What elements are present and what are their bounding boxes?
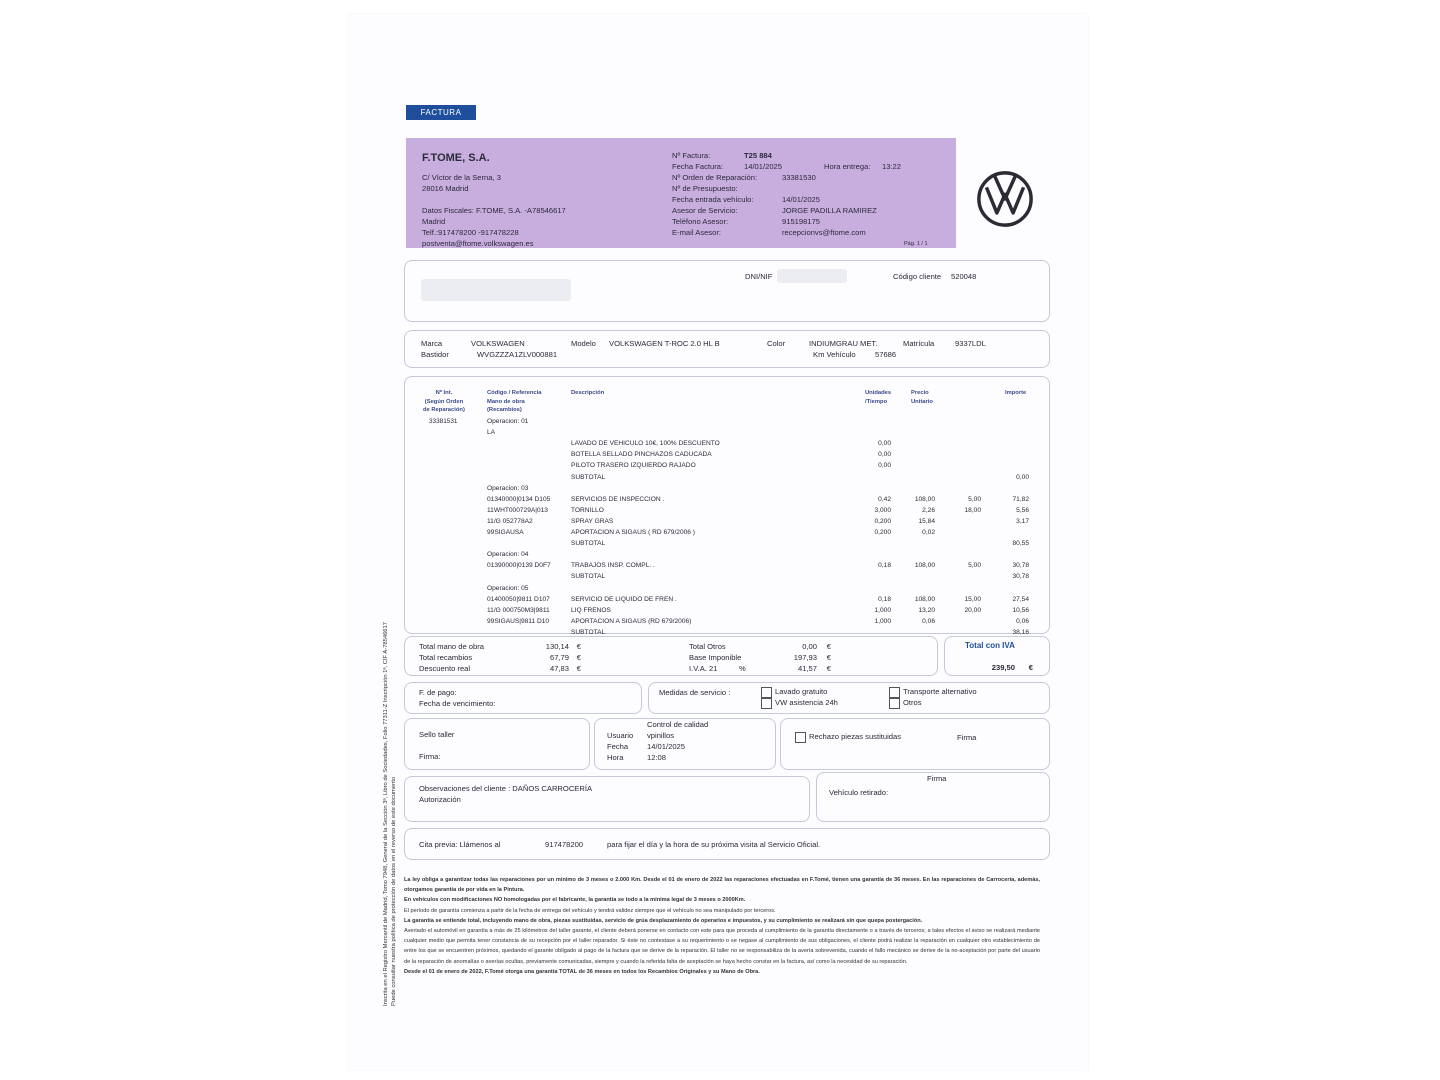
cell-amount: 0,06 <box>1016 617 1029 625</box>
cell-amount: 0,00 <box>1016 473 1029 481</box>
table-row <box>405 439 1049 450</box>
meta-row: Nº Orden de Reparación: 33381530 <box>672 173 816 182</box>
table-row <box>405 550 1049 561</box>
table-row <box>405 417 1049 428</box>
cell-amount: 3,17 <box>1016 517 1029 525</box>
cell-code: 11/G 052778A2 <box>487 517 533 525</box>
company-address1: C/ Víctor de la Serna, 3 <box>422 173 501 182</box>
table-row <box>405 473 1049 484</box>
total-recambios: Total recambios 67,79 € <box>419 653 581 662</box>
rechazo-option[interactable]: Rechazo piezas sustituidas <box>795 731 901 743</box>
legal-paragraph: Averiado el automóvil en garantía a más de 25 kilómetros del taller garante, el cliente deberá ponerse en contacto con este para que proceda al cumplimiento de la garantía directamente o a través de terceros; a tales efectos el aviso se realizará mediante cualquier medio que permita tener constancia de su recepción por el taller reparador. Si éste no contestase a su requerimiento o se negase al cumplimiento de sus obligaciones, el cliente podrá realizar la reparación en cualquier otro establecimiento de entre los que se encuentren próximos, quedando el garante obligado al pago de la factura que se derive de la reparación. El taller no se responsabiliza de la avería sobrevenida, cuando el fallo mecánico se derive de la no-aceptación por parte del usuario de la reparación de anomalías o averías ocultas, previamente comunicadas, siempre y cuando la referida falta de aceptación se haya hecho constar en la factura, así como la necesidad de su reparación. <box>404 928 1040 965</box>
cell-units: 0,18 <box>878 562 891 570</box>
cell-desc: SERVICIOS DE INSPECCION . <box>571 495 665 503</box>
payment-box <box>404 682 642 714</box>
header-code: Código / Referencia Mano de obra (Recambios) <box>487 390 542 413</box>
meta-row: Nº de Presupuesto: <box>672 184 738 193</box>
cell-code: 01390000|0139 D0F7 <box>487 562 551 570</box>
total-iva-label: Total con IVA <box>965 641 1015 650</box>
cell-units: 0,00 <box>878 462 891 470</box>
cell-desc: SUBTOTAL <box>571 628 606 636</box>
cell-price: 0,02 <box>922 529 935 536</box>
cell-code: 99SIGAUS|9811 D10 <box>487 617 550 625</box>
cell-amount: 30,78 <box>1012 573 1029 581</box>
observaciones-box <box>404 776 810 822</box>
retirado-label: Vehículo retirado: <box>829 788 889 797</box>
otros-checkbox[interactable] <box>889 698 900 709</box>
legal-paragraph: El período de garantía comienza a partir de la fecha de entrega del vehículo y tendrá validez siempre que el vehículo no sea manipulado por terceros. <box>404 907 776 914</box>
retirado-firma: Firma <box>927 774 947 783</box>
cell-units: 0,18 <box>878 595 891 603</box>
table-row <box>405 506 1049 517</box>
invoice-meta <box>672 150 942 238</box>
total-iva: I.V.A. 21 % 41,57 € <box>689 664 831 673</box>
legal-paragraph: En vehículos con modificaciones NO homologadas por el fabricante, la garantía se todo a la mínima legal de 3 meses o 2000Km. <box>404 897 746 904</box>
retirado-box <box>816 772 1050 822</box>
cell-amount: 80,55 <box>1012 540 1029 548</box>
header-price: Precio Unitario <box>911 390 933 405</box>
cell-code: 11WHT000729A|013 <box>487 506 548 514</box>
meta-row: Asesor de Servicio: JORGE PADILLA RAMIREZ <box>672 206 877 215</box>
cell-disc: 20,00 <box>964 606 981 614</box>
table-row <box>405 561 1049 572</box>
cell-disc: 5,00 <box>968 495 981 503</box>
table-row <box>405 450 1049 461</box>
cell-desc: SUBTOTAL <box>571 473 606 481</box>
header-desc: Descripción <box>571 390 605 396</box>
legal-paragraph: La ley obliga a garantizar todas las reparaciones por un mínimo de 3 meses o 2.000 Km. Desde el 01 de enero de 2022 las reparaciones efectuadas en F.Tomé, tienen una garantía de 36 meses. En las reparaciones de Carrocería, además, otorgamos garantía de por vida en la Pintura. <box>404 877 1040 894</box>
totals-box <box>404 636 938 676</box>
cell-desc: TRABAJOS INSP. COMPL. . <box>571 562 655 570</box>
total-descuento: Descuento real 47,83 € <box>419 664 581 673</box>
calidad-hora: Hora 12:08 <box>607 753 667 762</box>
cell-code: 99SIGAUSA <box>487 529 524 536</box>
cell-amount: 71,82 <box>1012 495 1029 503</box>
order-number: 33381531 <box>429 418 458 425</box>
cita-text: Cita previa: Llámenos al 917478200 para fijar el día y la hora de su próxima visita al Servicio Oficial. <box>419 840 821 849</box>
cell-code: 11/G 000750M3|9811 <box>487 606 550 614</box>
cell-units: 3,000 <box>874 506 891 514</box>
cell-code: 01400050|9811 D107 <box>487 595 550 603</box>
cell-disc: 5,00 <box>968 562 981 570</box>
legal-paragraph: La garantía se entiende total, incluyendo mano de obra, piezas sustituidas, servicio de grúa desplazamiento de operarios e impuestos, y su cumplimiento se realizará sin que quepa postergación. <box>404 917 923 924</box>
autorizacion-label: Autorización <box>419 795 461 804</box>
sello-label: Sello taller <box>419 730 455 739</box>
cell-units: 1,000 <box>874 617 891 625</box>
table-row <box>405 484 1049 495</box>
cell-desc: BOTELLA SELLADO PINCHAZOS CADUCADA <box>571 451 712 459</box>
meta-row: Fecha entrada vehículo: 14/01/2025 <box>672 195 821 204</box>
cell-desc: SUBTOTAL <box>571 540 606 548</box>
dni-label: DNI/NIF <box>745 272 773 281</box>
side-text-line: Inscrita en el Registro Mercantil de Madrid, Tomo 7948, General de la Sección 3ª, Libro de Sociedades, Folio 77311-Z Inscripción 1ª, CIF A-78546617 <box>383 622 389 1006</box>
table-row <box>405 539 1049 550</box>
cell-desc: SERVICIO DE LIQUIDO DE FREN . <box>571 595 677 603</box>
observaciones-label: Observaciones del cliente : DAÑOS CARROCERÍA <box>419 784 593 793</box>
cell-price: 0,06 <box>922 617 935 625</box>
table-row <box>405 461 1049 472</box>
invoice-page <box>348 14 1088 1070</box>
table-row <box>405 617 1049 628</box>
table-row <box>405 572 1049 583</box>
table-row <box>405 584 1049 595</box>
opt-transporte[interactable]: Transporte alternativo <box>889 686 977 698</box>
invoice-header <box>406 138 956 248</box>
lavado-checkbox[interactable] <box>761 687 772 698</box>
sello-box <box>404 718 590 770</box>
medidas-box <box>648 682 1050 714</box>
total-base: Base Imponible 197,93 € <box>689 653 831 662</box>
pago-label: F. de pago: <box>419 688 457 697</box>
rechazo-box <box>780 718 1050 770</box>
legal-terms <box>404 875 1040 977</box>
calidad-box <box>594 718 776 770</box>
grand-total-box <box>944 636 1050 676</box>
cell-desc: SUBTOTAL <box>571 573 606 581</box>
cell-disc: 18,00 <box>964 506 981 514</box>
cell-code: Operacion: 05 <box>487 584 529 592</box>
cell-disc: 15,00 <box>964 595 981 603</box>
total-mano: Total mano de obra 130,14 € <box>419 642 581 651</box>
table-row <box>405 528 1049 539</box>
cell-units: 1,000 <box>874 606 891 614</box>
table-row <box>405 606 1049 617</box>
cell-code: LA <box>487 429 496 437</box>
sello-firma: Firma: <box>419 752 441 761</box>
cell-code: Operacion: 03 <box>487 484 529 492</box>
meta-row: Nº Factura: T25 884 <box>672 151 772 160</box>
calidad-usuario: Usuario vpinillos <box>607 731 675 740</box>
cell-units: 0,00 <box>878 440 891 448</box>
rechazo-firma: Firma <box>957 733 977 742</box>
total-otros: Total Otros 0,00 € <box>689 642 831 651</box>
meta-row: E-mail Asesor: recepcionvs@ftome.com <box>672 228 866 237</box>
header-ni: Nº Int. (Según Orden de Reparación) <box>423 390 465 413</box>
legal-paragraph: Desde el 01 de enero de 2022, F.Tomé otorga una garantía TOTAL de 36 meses en todos los Recambios Originales y su Mano de Obra. <box>404 968 760 975</box>
cell-price: 2,26 <box>922 506 935 514</box>
cell-amount: 27,54 <box>1012 595 1029 603</box>
cell-code: 01340000|0134 D105 <box>487 495 551 503</box>
cell-units: 0,200 <box>874 517 891 525</box>
side-text-line: Puede consultar nuestra política de protección de datos en el reverso de este documento <box>391 776 397 1006</box>
meta-row: Fecha Factura: 14/01/2025 Hora entrega: 13:22 <box>672 162 902 171</box>
cell-desc: PILOTO TRASERO IZQUIERDO RAJADO <box>571 462 696 470</box>
client-code: Código cliente 520048 <box>893 272 977 281</box>
cell-amount: 30,78 <box>1012 562 1029 570</box>
client-box <box>404 260 1050 322</box>
company-city: Madrid <box>422 217 446 226</box>
table-row <box>405 495 1049 506</box>
company-email: postventa@ftome.volkswagen.es <box>422 239 534 248</box>
vw-logo-icon <box>976 170 1034 228</box>
page-number: Pág. 1 / 1 <box>904 241 928 247</box>
opt-asistencia[interactable]: VW asistencia 24h <box>761 697 838 709</box>
table-row <box>405 517 1049 528</box>
cell-price: 13,20 <box>918 606 935 614</box>
vencimiento-label: Fecha de vencimiento: <box>419 699 496 708</box>
cell-units: 0,00 <box>878 451 891 459</box>
opt-otros[interactable]: Otros <box>889 697 922 709</box>
opt-lavado[interactable]: Lavado gratuito <box>761 686 827 698</box>
calidad-fecha: Fecha 14/01/2025 <box>607 742 686 751</box>
cell-desc: APORTACION A SIGAUS ( RD 679/2006 ) <box>571 529 695 536</box>
cell-price: 108,00 <box>914 562 935 570</box>
cita-box <box>404 828 1050 860</box>
table-row <box>405 595 1049 606</box>
cell-desc: TORNILLO <box>571 506 604 514</box>
cell-price: 108,00 <box>914 495 935 503</box>
rechazo-checkbox[interactable] <box>795 732 806 743</box>
calidad-title: Control de calidad <box>647 720 709 729</box>
grand-total: 239,50 € <box>991 663 1033 672</box>
client-name-redacted <box>421 279 571 301</box>
company-phone: Telf.:917478200 -917478228 <box>422 228 519 237</box>
meta-row: Teléfono Asesor: 915198175 <box>672 217 821 226</box>
cell-price: 108,00 <box>914 595 935 603</box>
vehicle-row-2: Bastidor WVGZZZA1ZLV000881 Km Vehículo 57686 <box>421 350 897 359</box>
header-amount: Importe <box>1005 390 1027 396</box>
medidas-label: Medidas de servicio : <box>659 688 731 697</box>
transporte-checkbox[interactable] <box>889 687 900 698</box>
cell-desc: LIQ FRENOS <box>571 606 611 614</box>
asistencia-checkbox[interactable] <box>761 698 772 709</box>
cell-amount: 5,56 <box>1016 506 1029 514</box>
cell-desc: LAVADO DE VEHICULO 10€, 100% DESCUENTO <box>571 440 720 448</box>
items-table <box>404 376 1050 634</box>
cell-desc: SPRAY GRAS <box>571 517 614 525</box>
cell-amount: 10,56 <box>1012 606 1029 614</box>
cell-amount: 38,16 <box>1012 628 1029 636</box>
vehicle-box <box>404 330 1050 368</box>
company-fiscal: Datos Fiscales: F.TOME, S.A. -A78546617 <box>422 206 566 215</box>
company-address2: 28016 Madrid <box>422 184 469 193</box>
cell-desc: APORTACION A SIGAUS (RD 679/2006) <box>571 617 692 625</box>
factura-tag: FACTURA <box>406 105 476 120</box>
table-row <box>405 428 1049 439</box>
cell-units: 0,42 <box>878 495 891 503</box>
cell-code: Operacion: 01 <box>487 418 529 425</box>
cell-price: 15,84 <box>918 517 935 525</box>
vehicle-row-1: Marca VOLKSWAGEN Modelo VOLKSWAGEN T-ROC 2.0 HL B Color INDIUMGRAU MET. Matrícula 9337LDL <box>421 339 986 348</box>
company-name: F.TOME, S.A. <box>422 152 490 164</box>
header-units: Unidades /Tiempo <box>865 390 892 405</box>
cell-units: 0,200 <box>874 529 891 536</box>
cell-code: Operacion: 04 <box>487 551 529 559</box>
dni-redacted <box>777 269 847 283</box>
